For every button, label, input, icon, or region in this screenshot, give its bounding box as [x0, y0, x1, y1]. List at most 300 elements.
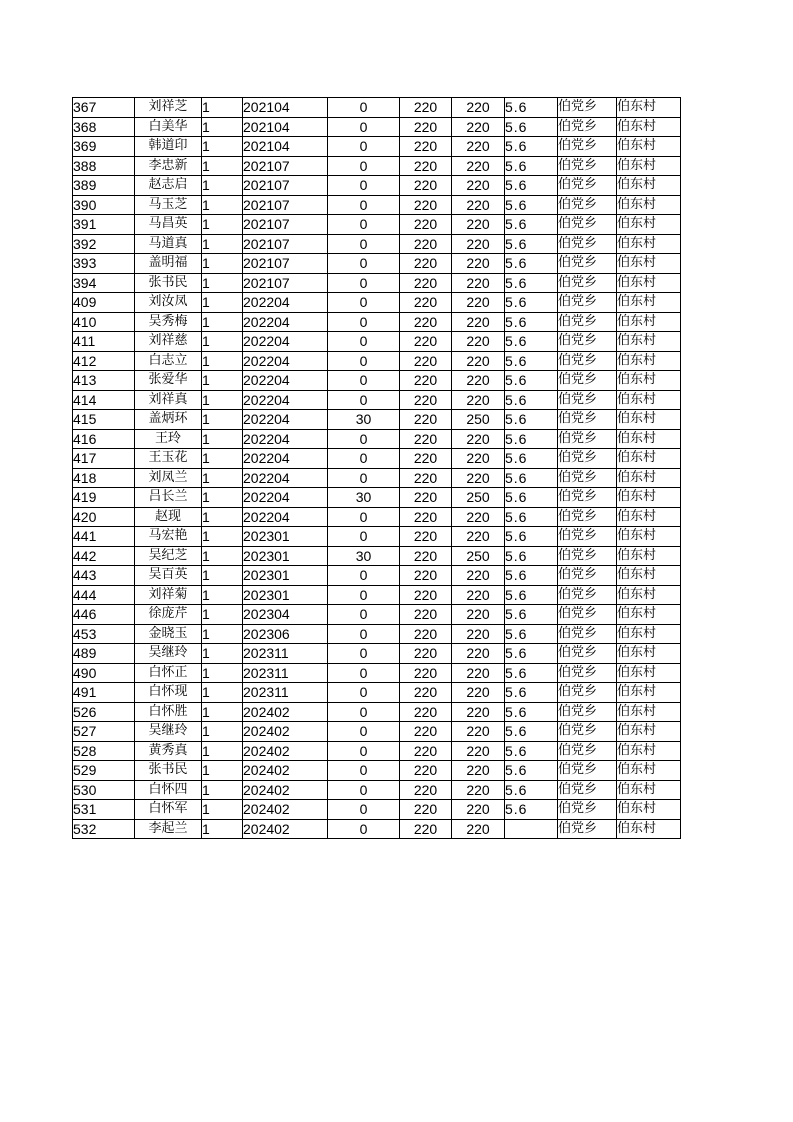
total-amount-cell: 220 [452, 702, 505, 722]
town-cell: 伯党乡 [558, 546, 617, 566]
month-cell: 202402 [243, 722, 328, 742]
name-cell: 吕长兰 [135, 488, 202, 508]
name-cell: 金晓玉 [135, 624, 202, 644]
extra-amount-cell: 0 [328, 761, 400, 781]
town-cell: 伯党乡 [558, 254, 617, 274]
name-cell: 白美华 [135, 117, 202, 137]
month-cell: 202204 [243, 351, 328, 371]
village-cell: 伯东村 [617, 585, 681, 605]
month-cell: 202301 [243, 527, 328, 547]
standard-cell: 5.6 [505, 332, 558, 352]
town-cell: 伯党乡 [558, 312, 617, 332]
standard-cell: 5.6 [505, 195, 558, 215]
total-amount-cell: 220 [452, 800, 505, 820]
count-cell: 1 [202, 566, 243, 586]
extra-amount-cell: 0 [328, 780, 400, 800]
name-cell: 马宏艳 [135, 527, 202, 547]
standard-cell: 5.6 [505, 137, 558, 157]
name-cell: 盖炳环 [135, 410, 202, 430]
extra-amount-cell: 0 [328, 702, 400, 722]
month-cell: 202402 [243, 761, 328, 781]
record-id-cell: 417 [73, 449, 135, 469]
name-cell: 徐庞芹 [135, 605, 202, 625]
table-row [73, 663, 681, 683]
village-cell: 伯东村 [617, 663, 681, 683]
village-cell: 伯东村 [617, 98, 681, 118]
count-cell: 1 [202, 683, 243, 703]
town-cell: 伯党乡 [558, 137, 617, 157]
town-cell: 伯党乡 [558, 605, 617, 625]
town-cell: 伯党乡 [558, 234, 617, 254]
record-id-cell: 367 [73, 98, 135, 118]
count-cell: 1 [202, 215, 243, 235]
standard-cell: 5.6 [505, 468, 558, 488]
count-cell: 1 [202, 351, 243, 371]
count-cell: 1 [202, 371, 243, 391]
total-amount-cell: 220 [452, 566, 505, 586]
count-cell: 1 [202, 98, 243, 118]
name-cell: 王玲 [135, 429, 202, 449]
base-amount-cell: 220 [400, 761, 452, 781]
extra-amount-cell: 0 [328, 371, 400, 391]
table-row [73, 293, 681, 313]
name-cell: 吴继玲 [135, 722, 202, 742]
village-cell: 伯东村 [617, 488, 681, 508]
total-amount-cell: 220 [452, 351, 505, 371]
record-id-cell: 526 [73, 702, 135, 722]
month-cell: 202107 [243, 215, 328, 235]
base-amount-cell: 220 [400, 234, 452, 254]
extra-amount-cell: 0 [328, 722, 400, 742]
month-cell: 202402 [243, 819, 328, 839]
month-cell: 202107 [243, 234, 328, 254]
record-id-cell: 368 [73, 117, 135, 137]
record-id-cell: 528 [73, 741, 135, 761]
month-cell: 202311 [243, 644, 328, 664]
month-cell: 202301 [243, 566, 328, 586]
town-cell: 伯党乡 [558, 332, 617, 352]
village-cell: 伯东村 [617, 254, 681, 274]
total-amount-cell: 220 [452, 390, 505, 410]
count-cell: 1 [202, 117, 243, 137]
record-id-cell: 414 [73, 390, 135, 410]
base-amount-cell: 220 [400, 663, 452, 683]
table-row [73, 215, 681, 235]
standard-cell: 5.6 [505, 176, 558, 196]
table-row [73, 410, 681, 430]
count-cell: 1 [202, 644, 243, 664]
count-cell: 1 [202, 449, 243, 469]
extra-amount-cell: 0 [328, 624, 400, 644]
record-id-cell: 444 [73, 585, 135, 605]
count-cell: 1 [202, 410, 243, 430]
total-amount-cell: 220 [452, 605, 505, 625]
count-cell: 1 [202, 527, 243, 547]
extra-amount-cell: 0 [328, 449, 400, 469]
count-cell: 1 [202, 137, 243, 157]
extra-amount-cell: 30 [328, 488, 400, 508]
name-cell: 白怀正 [135, 663, 202, 683]
total-amount-cell: 220 [452, 624, 505, 644]
town-cell: 伯党乡 [558, 176, 617, 196]
name-cell: 白怀胜 [135, 702, 202, 722]
name-cell: 韩道印 [135, 137, 202, 157]
name-cell: 李忠新 [135, 156, 202, 176]
base-amount-cell: 220 [400, 273, 452, 293]
village-cell: 伯东村 [617, 351, 681, 371]
base-amount-cell: 220 [400, 410, 452, 430]
month-cell: 202311 [243, 663, 328, 683]
standard-cell: 5.6 [505, 488, 558, 508]
table-row [73, 332, 681, 352]
standard-cell: 5.6 [505, 644, 558, 664]
extra-amount-cell: 0 [328, 332, 400, 352]
month-cell: 202107 [243, 195, 328, 215]
count-cell: 1 [202, 507, 243, 527]
village-cell: 伯东村 [617, 234, 681, 254]
base-amount-cell: 220 [400, 117, 452, 137]
record-id-cell: 531 [73, 800, 135, 820]
town-cell: 伯党乡 [558, 644, 617, 664]
table-row [73, 546, 681, 566]
record-id-cell: 532 [73, 819, 135, 839]
extra-amount-cell: 0 [328, 644, 400, 664]
standard-cell: 5.6 [505, 800, 558, 820]
extra-amount-cell: 0 [328, 390, 400, 410]
month-cell: 202204 [243, 293, 328, 313]
extra-amount-cell: 0 [328, 234, 400, 254]
base-amount-cell: 220 [400, 819, 452, 839]
name-cell: 刘凤兰 [135, 468, 202, 488]
count-cell: 1 [202, 390, 243, 410]
record-id-cell: 390 [73, 195, 135, 215]
extra-amount-cell: 0 [328, 312, 400, 332]
base-amount-cell: 220 [400, 176, 452, 196]
village-cell: 伯东村 [617, 683, 681, 703]
count-cell: 1 [202, 761, 243, 781]
table-row [73, 429, 681, 449]
count-cell: 1 [202, 273, 243, 293]
town-cell: 伯党乡 [558, 819, 617, 839]
extra-amount-cell: 0 [328, 117, 400, 137]
count-cell: 1 [202, 488, 243, 508]
standard-cell: 5.6 [505, 605, 558, 625]
standard-cell: 5.6 [505, 722, 558, 742]
town-cell: 伯党乡 [558, 468, 617, 488]
table-row [73, 195, 681, 215]
total-amount-cell: 250 [452, 410, 505, 430]
month-cell: 202107 [243, 273, 328, 293]
standard-cell: 5.6 [505, 371, 558, 391]
count-cell: 1 [202, 585, 243, 605]
base-amount-cell: 220 [400, 527, 452, 547]
base-amount-cell: 220 [400, 507, 452, 527]
village-cell: 伯东村 [617, 176, 681, 196]
extra-amount-cell: 0 [328, 156, 400, 176]
table-row [73, 156, 681, 176]
month-cell: 202301 [243, 585, 328, 605]
village-cell: 伯东村 [617, 566, 681, 586]
record-id-cell: 446 [73, 605, 135, 625]
standard-cell: 5.6 [505, 215, 558, 235]
village-cell: 伯东村 [617, 215, 681, 235]
standard-cell: 5.6 [505, 98, 558, 118]
standard-cell: 5.6 [505, 527, 558, 547]
base-amount-cell: 220 [400, 312, 452, 332]
name-cell: 刘汝凤 [135, 293, 202, 313]
count-cell: 1 [202, 741, 243, 761]
base-amount-cell: 220 [400, 254, 452, 274]
base-amount-cell: 220 [400, 488, 452, 508]
standard-cell: 5.6 [505, 624, 558, 644]
village-cell: 伯东村 [617, 332, 681, 352]
record-id-cell: 412 [73, 351, 135, 371]
name-cell: 吴百英 [135, 566, 202, 586]
record-id-cell: 529 [73, 761, 135, 781]
extra-amount-cell: 0 [328, 98, 400, 118]
total-amount-cell: 220 [452, 819, 505, 839]
month-cell: 202204 [243, 468, 328, 488]
table-row [73, 137, 681, 157]
standard-cell: 5.6 [505, 390, 558, 410]
record-id-cell: 409 [73, 293, 135, 313]
village-cell: 伯东村 [617, 410, 681, 430]
standard-cell: 5.6 [505, 351, 558, 371]
total-amount-cell: 220 [452, 371, 505, 391]
count-cell: 1 [202, 195, 243, 215]
name-cell: 张书民 [135, 273, 202, 293]
total-amount-cell: 220 [452, 176, 505, 196]
town-cell: 伯党乡 [558, 195, 617, 215]
town-cell: 伯党乡 [558, 780, 617, 800]
name-cell: 吴继玲 [135, 644, 202, 664]
total-amount-cell: 220 [452, 722, 505, 742]
record-id-cell: 389 [73, 176, 135, 196]
table-row [73, 722, 681, 742]
town-cell: 伯党乡 [558, 722, 617, 742]
base-amount-cell: 220 [400, 449, 452, 469]
village-cell: 伯东村 [617, 605, 681, 625]
record-id-cell: 393 [73, 254, 135, 274]
name-cell: 白怀军 [135, 800, 202, 820]
month-cell: 202204 [243, 488, 328, 508]
extra-amount-cell: 0 [328, 195, 400, 215]
table-row [73, 507, 681, 527]
count-cell: 1 [202, 254, 243, 274]
extra-amount-cell: 0 [328, 254, 400, 274]
standard-cell: 5.6 [505, 585, 558, 605]
standard-cell: 5.6 [505, 780, 558, 800]
base-amount-cell: 220 [400, 156, 452, 176]
record-id-cell: 443 [73, 566, 135, 586]
village-cell: 伯东村 [617, 819, 681, 839]
standard-cell: 5.6 [505, 117, 558, 137]
base-amount-cell: 220 [400, 722, 452, 742]
base-amount-cell: 220 [400, 624, 452, 644]
village-cell: 伯东村 [617, 468, 681, 488]
name-cell: 刘祥菊 [135, 585, 202, 605]
town-cell: 伯党乡 [558, 663, 617, 683]
count-cell: 1 [202, 429, 243, 449]
count-cell: 1 [202, 702, 243, 722]
record-id-cell: 418 [73, 468, 135, 488]
base-amount-cell: 220 [400, 780, 452, 800]
name-cell: 赵志启 [135, 176, 202, 196]
record-id-cell: 415 [73, 410, 135, 430]
table-row [73, 488, 681, 508]
table-row [73, 527, 681, 547]
extra-amount-cell: 0 [328, 273, 400, 293]
table-row [73, 234, 681, 254]
extra-amount-cell: 0 [328, 819, 400, 839]
village-cell: 伯东村 [617, 761, 681, 781]
name-cell: 刘祥慈 [135, 332, 202, 352]
standard-cell [505, 819, 558, 839]
extra-amount-cell: 0 [328, 741, 400, 761]
record-id-cell: 416 [73, 429, 135, 449]
month-cell: 202402 [243, 741, 328, 761]
standard-cell: 5.6 [505, 312, 558, 332]
total-amount-cell: 220 [452, 234, 505, 254]
standard-cell: 5.6 [505, 507, 558, 527]
total-amount-cell: 220 [452, 507, 505, 527]
total-amount-cell: 220 [452, 741, 505, 761]
total-amount-cell: 220 [452, 585, 505, 605]
town-cell: 伯党乡 [558, 800, 617, 820]
extra-amount-cell: 0 [328, 137, 400, 157]
total-amount-cell: 220 [452, 98, 505, 118]
month-cell: 202204 [243, 449, 328, 469]
name-cell: 白怀四 [135, 780, 202, 800]
total-amount-cell: 220 [452, 215, 505, 235]
town-cell: 伯党乡 [558, 683, 617, 703]
base-amount-cell: 220 [400, 332, 452, 352]
town-cell: 伯党乡 [558, 390, 617, 410]
count-cell: 1 [202, 176, 243, 196]
town-cell: 伯党乡 [558, 98, 617, 118]
month-cell: 202304 [243, 605, 328, 625]
table-row [73, 176, 681, 196]
extra-amount-cell: 0 [328, 468, 400, 488]
village-cell: 伯东村 [617, 624, 681, 644]
total-amount-cell: 220 [452, 117, 505, 137]
total-amount-cell: 220 [452, 683, 505, 703]
standard-cell: 5.6 [505, 546, 558, 566]
record-id-cell: 489 [73, 644, 135, 664]
extra-amount-cell: 0 [328, 605, 400, 625]
table-row [73, 273, 681, 293]
base-amount-cell: 220 [400, 195, 452, 215]
table-row [73, 254, 681, 274]
extra-amount-cell: 30 [328, 410, 400, 430]
month-cell: 202104 [243, 117, 328, 137]
total-amount-cell: 250 [452, 488, 505, 508]
base-amount-cell: 220 [400, 98, 452, 118]
standard-cell: 5.6 [505, 429, 558, 449]
count-cell: 1 [202, 624, 243, 644]
base-amount-cell: 220 [400, 741, 452, 761]
month-cell: 202107 [243, 254, 328, 274]
record-id-cell: 391 [73, 215, 135, 235]
record-id-cell: 394 [73, 273, 135, 293]
standard-cell: 5.6 [505, 702, 558, 722]
base-amount-cell: 220 [400, 468, 452, 488]
record-id-cell: 527 [73, 722, 135, 742]
total-amount-cell: 220 [452, 293, 505, 313]
name-cell: 黄秀真 [135, 741, 202, 761]
name-cell: 张书民 [135, 761, 202, 781]
table-row [73, 702, 681, 722]
month-cell: 202204 [243, 507, 328, 527]
record-id-cell: 413 [73, 371, 135, 391]
record-id-cell: 392 [73, 234, 135, 254]
village-cell: 伯东村 [617, 117, 681, 137]
town-cell: 伯党乡 [558, 273, 617, 293]
table-row [73, 683, 681, 703]
extra-amount-cell: 30 [328, 546, 400, 566]
table-row [73, 800, 681, 820]
town-cell: 伯党乡 [558, 702, 617, 722]
name-cell: 盖明福 [135, 254, 202, 274]
record-id-cell: 441 [73, 527, 135, 547]
table-row [73, 624, 681, 644]
extra-amount-cell: 0 [328, 429, 400, 449]
town-cell: 伯党乡 [558, 741, 617, 761]
town-cell: 伯党乡 [558, 507, 617, 527]
count-cell: 1 [202, 663, 243, 683]
village-cell: 伯东村 [617, 741, 681, 761]
village-cell: 伯东村 [617, 780, 681, 800]
month-cell: 202402 [243, 780, 328, 800]
base-amount-cell: 220 [400, 585, 452, 605]
village-cell: 伯东村 [617, 546, 681, 566]
table-row [73, 566, 681, 586]
month-cell: 202204 [243, 371, 328, 391]
town-cell: 伯党乡 [558, 351, 617, 371]
table-row [73, 449, 681, 469]
base-amount-cell: 220 [400, 293, 452, 313]
village-cell: 伯东村 [617, 644, 681, 664]
record-id-cell: 388 [73, 156, 135, 176]
extra-amount-cell: 0 [328, 566, 400, 586]
standard-cell: 5.6 [505, 410, 558, 430]
count-cell: 1 [202, 819, 243, 839]
base-amount-cell: 220 [400, 800, 452, 820]
name-cell: 马道真 [135, 234, 202, 254]
base-amount-cell: 220 [400, 644, 452, 664]
month-cell: 202402 [243, 800, 328, 820]
table-row [73, 605, 681, 625]
table-body [73, 98, 681, 839]
base-amount-cell: 220 [400, 566, 452, 586]
count-cell: 1 [202, 332, 243, 352]
standard-cell: 5.6 [505, 761, 558, 781]
total-amount-cell: 220 [452, 254, 505, 274]
base-amount-cell: 220 [400, 371, 452, 391]
town-cell: 伯党乡 [558, 371, 617, 391]
table-row [73, 468, 681, 488]
village-cell: 伯东村 [617, 273, 681, 293]
name-cell: 刘祥芝 [135, 98, 202, 118]
town-cell: 伯党乡 [558, 117, 617, 137]
record-id-cell: 420 [73, 507, 135, 527]
month-cell: 202104 [243, 98, 328, 118]
extra-amount-cell: 0 [328, 351, 400, 371]
table-row [73, 585, 681, 605]
count-cell: 1 [202, 780, 243, 800]
table-row [73, 644, 681, 664]
town-cell: 伯党乡 [558, 156, 617, 176]
